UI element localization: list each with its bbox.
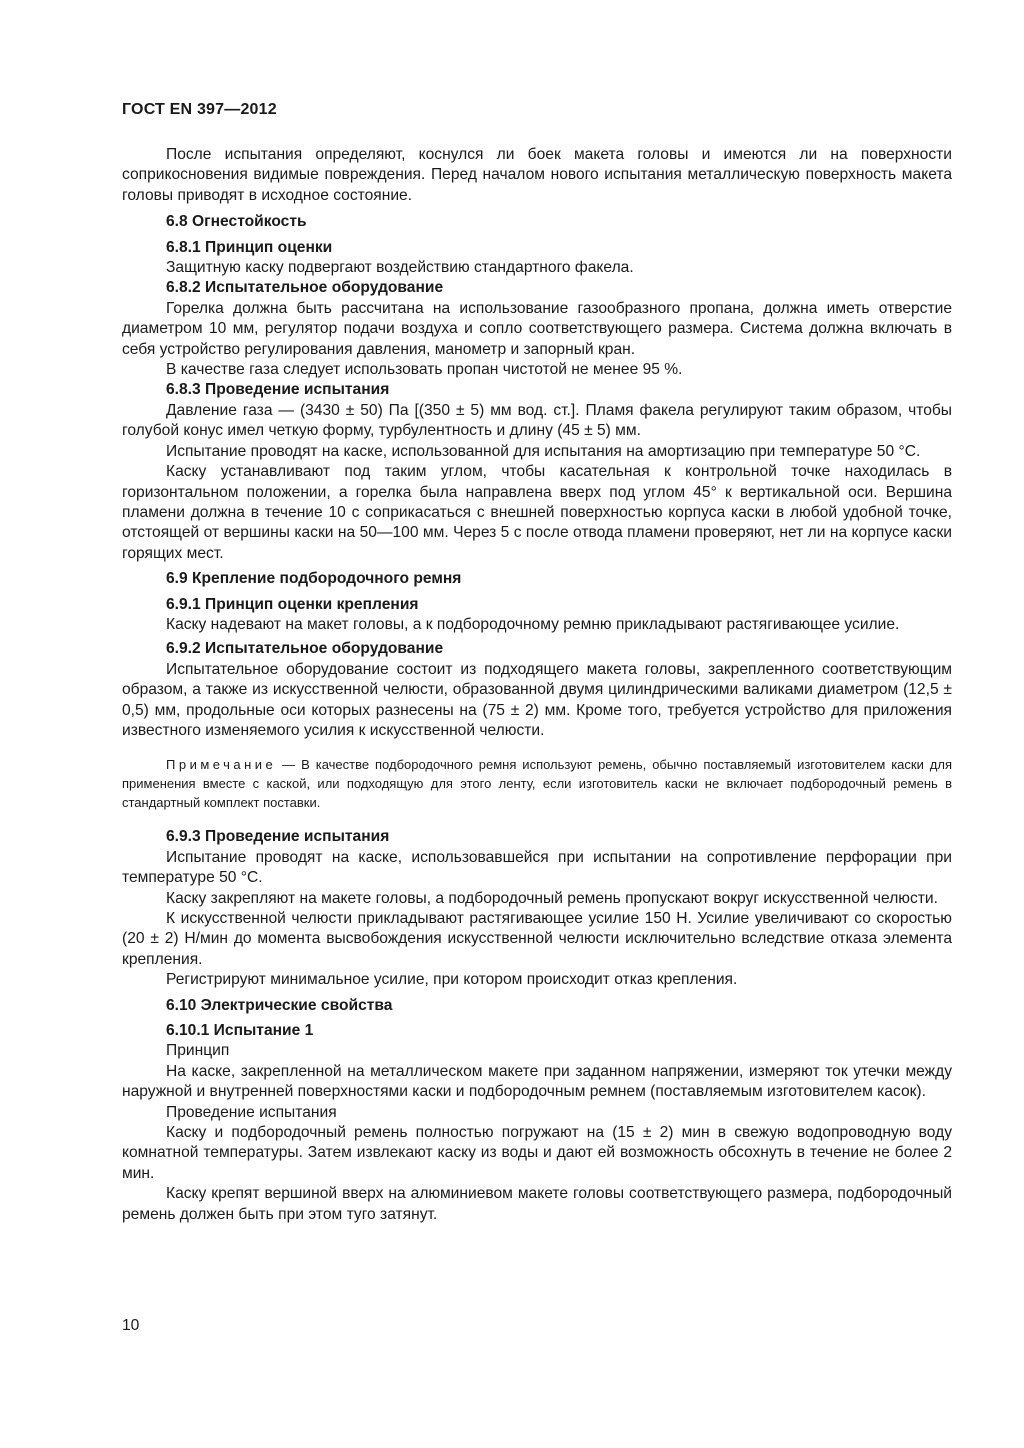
paragraph-6-8-3-b: Испытание проводят на каске, использованной для испытания на амортизацию при температуре 50 °С. [166,442,921,460]
paragraph-principle-label: Принцип [166,1042,230,1060]
paragraph-6-9-1: Каску надевают на макет головы, а к подбородочному ремню прикладывают растягивающее усилие. [166,615,900,633]
document-body [122,145,952,1225]
note-text: — В качестве подбородочного ремня используют ремень, обычно поставляемый изготовителем каски для применения вместе с каской, или подходящую для этого ленту, если изготовитель каски не включает подбородочный ремень в стандартный комплект поставки. [122,757,952,811]
paragraph-6-8-2-a: Горелка должна быть рассчитана на использование газообразного пропана, должна иметь отверстие диаметром 10 мм, регулятор подачи воздуха и сопло соответствующего размера. Система должна включать в себя устройство регулирования давления, манометр и запорный кран. [122,299,952,358]
paragraph-principle: На каске, закрепленной на металлическом макете при заданном напряжении, измеряют ток утечки между наружной и внутренней поверхностями каски и подбородочным ремнем (поставляемым изготовителем касок). [122,1062,952,1101]
section-6-10-1-heading: 6.10.1 Испытание 1 [166,1022,314,1040]
note [122,755,952,812]
paragraph-6-9-3-b: Каску закрепляют на макете головы, а подбородочный ремень пропускают вокруг искусственной челюсти. [166,889,938,907]
page-number: 10 [122,1317,140,1334]
paragraph-procedure-b: Каску крепят вершиной вверх на алюминиевом макете головы соответствующего размера, подбородочный ремень должен быть при этом туго затянут. [122,1185,952,1223]
paragraph-6-8-3-c: Каску устанавливают под таким углом, чтобы касательная к контрольной точке находилась в горизонтальном положении, а горелка была направлена вверх под углом 45° к вертикальной оси. Вершина пламени должна в течение 10 с соприкасаться с внешней поверхностью корпуса каски в любой удобной точке, отстоящей от вершины каски на 50—100 мм. Через 5 с после отвода пламени проверяют, нет ли на корпусе каски горящих мест. [122,463,952,562]
document-header: ГОСТ EN 397—2012 [122,101,277,118]
section-6-8-1-heading: 6.8.1 Принцип оценки [166,238,333,256]
paragraph-procedure-a: Каску и подбородочный ремень полностью погружают на (15 ± 2) мин в свежую водопроводную воду комнатной температуры. Затем извлекают каску из воды и дают ей возможность обсохнуть в течение не более 2 мин. [122,1124,952,1182]
section-6-8-heading: 6.8 Огнестойкость [166,213,307,231]
paragraph-6-8-2-b: В качестве газа следует использовать пропан чистотой не менее 95 %. [166,361,683,379]
paragraph-6-9-3-a: Испытание проводят на каске, использовавшейся при испытании на сопротивление перфорации при температуре 50 °С. [122,848,952,887]
paragraph-6-8-3-a: Давление газа — (3430 ± 50) Па [(350 ± 5) мм вод. ст.]. Пламя факела регулируют таким образом, чтобы голубой конус имел четкую форму, турбулентность и длину (45 ± 5) мм. [122,401,952,440]
note-label: Примечание [166,757,277,773]
paragraph-6-9-3-c: К искусственной челюсти прикладывают растягивающее усилие 150 Н. Усилие увеличивают со скоростью (20 ± 2) Н/мин до момента высвобождения искусственной челюсти исключительно вследствие отказа элемента крепления. [122,910,952,968]
section-6-8-3-heading: 6.8.3 Проведение испытания [166,381,390,399]
section-6-9-1-heading: 6.9.1 Принцип оценки крепления [166,595,419,613]
section-6-9-3-heading: 6.9.3 Проведение испытания [166,828,390,846]
section-6-9-heading: 6.9 Крепление подбородочного ремня [166,570,462,588]
paragraph-intro: После испытания определяют, коснулся ли боек макета головы и имеются ли на поверхности соприкосновения видимые повреждения. Перед началом нового испытания металлическую поверхность макета головы приводят в исходное состояние. [122,146,952,204]
section-6-8-2-heading: 6.8.2 Испытательное оборудование [166,279,444,297]
paragraph-6-9-3-d: Регистрируют минимальное усилие, при котором происходит отказ крепления. [166,971,738,989]
section-6-9-2-heading: 6.9.2 Испытательное оборудование [166,640,444,658]
section-6-10-heading: 6.10 Электрические свойства [166,996,393,1014]
paragraph-procedure-label: Проведение испытания [166,1103,337,1121]
paragraph-6-8-1: Защитную каску подвергают воздействию стандартного факела. [166,259,634,277]
paragraph-6-9-2: Испытательное оборудование состоит из подходящего макета головы, закрепленного соответствующим образом, а также из искусственной челюсти, образованной двумя цилиндрическими валиками диаметром (12,5 ± 0,5) мм, продольные оси которых разнесены на (75 ± 2) мм. Кроме того, требуется устройство для приложения известного изменяемого усилия к искусственной челюсти. [122,660,952,739]
